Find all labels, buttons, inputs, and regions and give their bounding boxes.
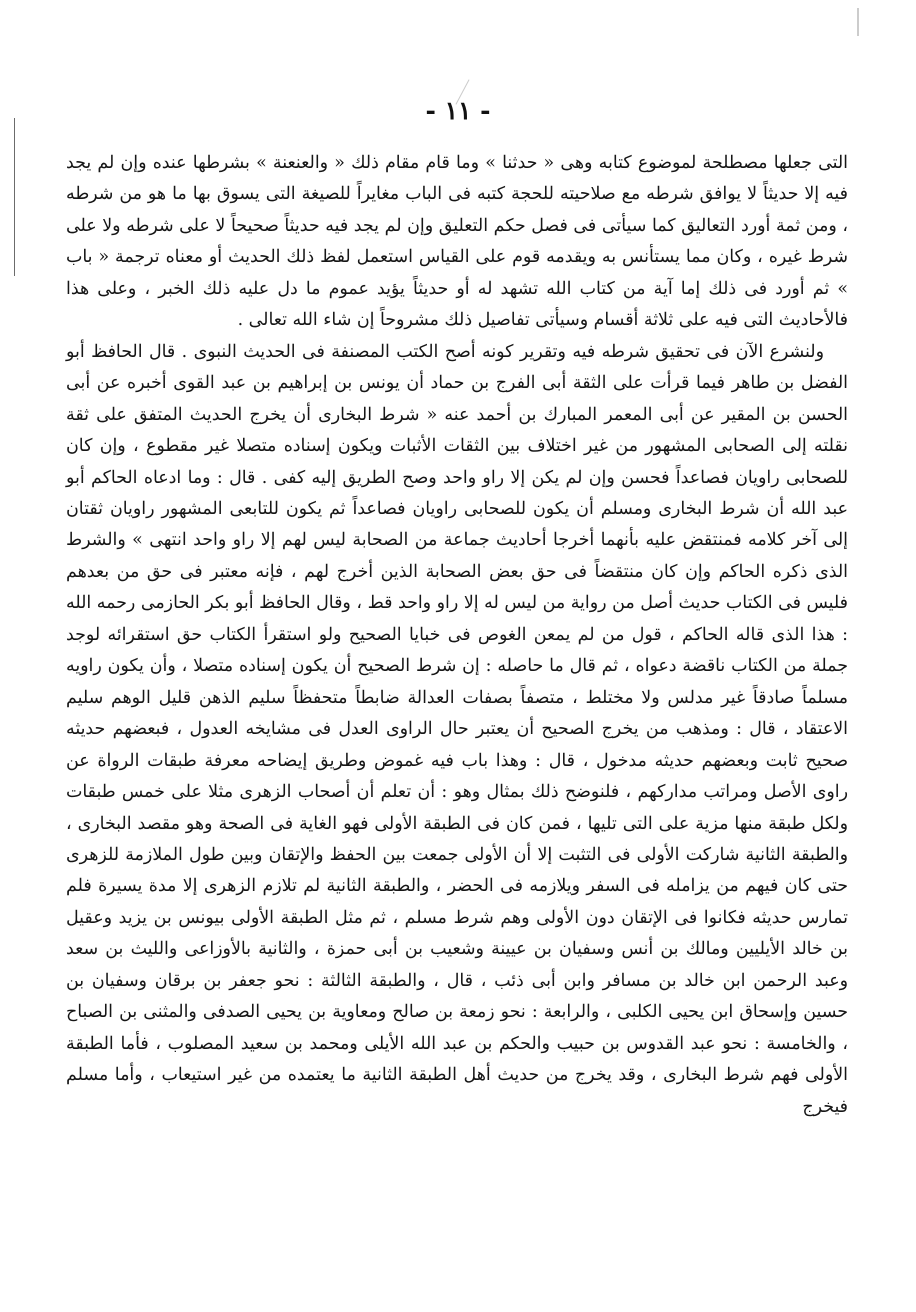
- margin-rule: [14, 118, 15, 276]
- scan-speck: [857, 8, 859, 36]
- page-number: - ١١ -: [425, 96, 491, 125]
- paragraph-1: التى جعلها مصطلحة لموضوع كتابه وهى « حدثنا » وما قام مقام ذلك « والعنعنة » بشرطها عنده وإن لم يجد فيه إلا حديثاً لا يوافق شرطه مع صلاحيته للحجة كتبه فى الباب مغايراً للصيغة التى يسوق بها ما هو من شرطه ، ومن ثمة أورد التعاليق كما سيأتى فى فصل حكم التعليق وإن لم يجد فيه حديثاً صحيحاً لا على شرطه ولا على شرط غيره ، وكان مما يستأنس به ويقدمه قوم على القياس استعمل لفظ ذلك الحديث أو معناه ترجمة « باب » ثم أورد فى ذلك إما آية من كتاب الله تشهد له أو حديثاً يؤيد عموم ما دل عليه ذلك الخبر ، وعلى هذا فالأحاديث التى فيه على ثلاثة أقسام وسيأتى تفاصيل ذلك مشروحاً إن شاء الله تعالى .: [66, 153, 848, 331]
- paragraph-2: ولنشرع الآن فى تحقيق شرطه فيه وتقرير كونه أصح الكتب المصنفة فى الحديث النبوى . قال الحافظ أبو الفضل بن طاهر فيما قرأت على الثقة أبى الفرج بن حماد أن يونس بن إبراهيم بن عبد القوى أخبره عن أبى الحسن بن المقير عن أبى المعمر المبارك بن أحمد عنه « شرط البخارى أن يخرج الحديث المتفق على ثقة نقلته إلى الصحابى المشهور من غير اختلاف بين الثقات الأثبات ويكون إسناده متصلا غير مقطوع ، وإن كان للصحابى راويان فصاعداً فحسن وإن لم يكن إلا راو واحد وصح الطريق إليه كفى . قال : وما ادعاه الحاكم أبو عبد الله أن شرط البخارى ومسلم أن يكون للصحابى راويان فصاعداً ثم يكون للتابعى المشهور راويان ثقتان إلى آخر كلامه فمنتقض عليه بأنهما أخرجا أحاديث جماعة من الصحابة ليس لهم إلا راو واحد انتهى » والشرط الذى ذكره الحاكم وإن كان منتقضاً فى حق بعض الصحابة الذين أخرج لهم ، فإنه معتبر فى حق من بعدهم فليس فى الكتاب حديث أصل من رواية من ليس له إلا راو واحد قط ، وقال الحافظ أبو بكر الحازمى رحمه الله : هذا الذى قاله الحاكم ، قول من لم يمعن الغوص فى خبايا الصحيح ولو استقرأ الكتاب حق استقرائه لوجد جملة من الكتاب ناقضة دعواه ، ثم قال ما حاصله : إن شرط الصحيح أن يكون إسناده متصلا ، وأن يكون راويه مسلماً صادقاً غير مدلس ولا مختلط ، متصفاً بصفات العدالة ضابطاً متحفظاً سليم الذهن قليل الوهم سليم الاعتقاد ، قال : ومذهب من يخرج الصحيح أن يعتبر حال الراوى العدل فى مشايخه العدول ، فبعضهم حديثه صحيح ثابت وبعضهم حديثه مدخول ، قال : وهذا باب فيه غموض وطريق إيضاحه معرفة طبقات الرواة عن راوى الأصل ومراتب مداركهم ، فلنوضح ذلك بمثال وهو : أن تعلم أن أصحاب الزهرى مثلا على خمس طبقات ولكل طبقة منها مزية على التى تليها ، فمن كان فى الطبقة الأولى فهو الغاية فى الصحة وهو مقصد البخارى ، والطبقة الثانية شاركت الأولى فى التثبت إلا أن الأولى جمعت بين الحفظ والإتقان وبين طول الملازمة للزهرى حتى كان فيهم من يزامله فى السفر ويلازمه فى الحضر ، والطبقة الثانية لم تلازم الزهرى إلا مدة يسيرة فلم تمارس حديثه فكانوا فى الإتقان دون الأولى وهم شرط مسلم ، ثم مثل الطبقة الأولى بيونس بن يزيد وعقيل بن خالد الأيليين ومالك بن أنس وسفيان بن عيينة وشعيب بن أبى حمزة ، والثانية بالأوزاعى والليث بن سعد وعبد الرحمن ابن خالد بن مسافر وابن أبى ذئب ، قال ، والطبقة الثالثة : نحو جعفر بن برقان وسفيان بن حسين وإسحاق ابن يحيى الكلبى ، والرابعة : نحو زمعة بن صالح ومعاوية بن يحيى الصدفى والمثنى بن الصباح ، والخامسة : نحو عبد القدوس بن حبيب والحكم بن عبد الله الأيلى ومحمد بن سعيد المصلوب ، فأما الطبقة الأولى فهم شرط البخارى ، وقد يخرج من حديث أهل الطبقة الثانية ما يعتمده من غير استيعاب ، وأما مسلم فيخرج: [66, 341, 848, 1117]
- body-text: [66, 148, 848, 1123]
